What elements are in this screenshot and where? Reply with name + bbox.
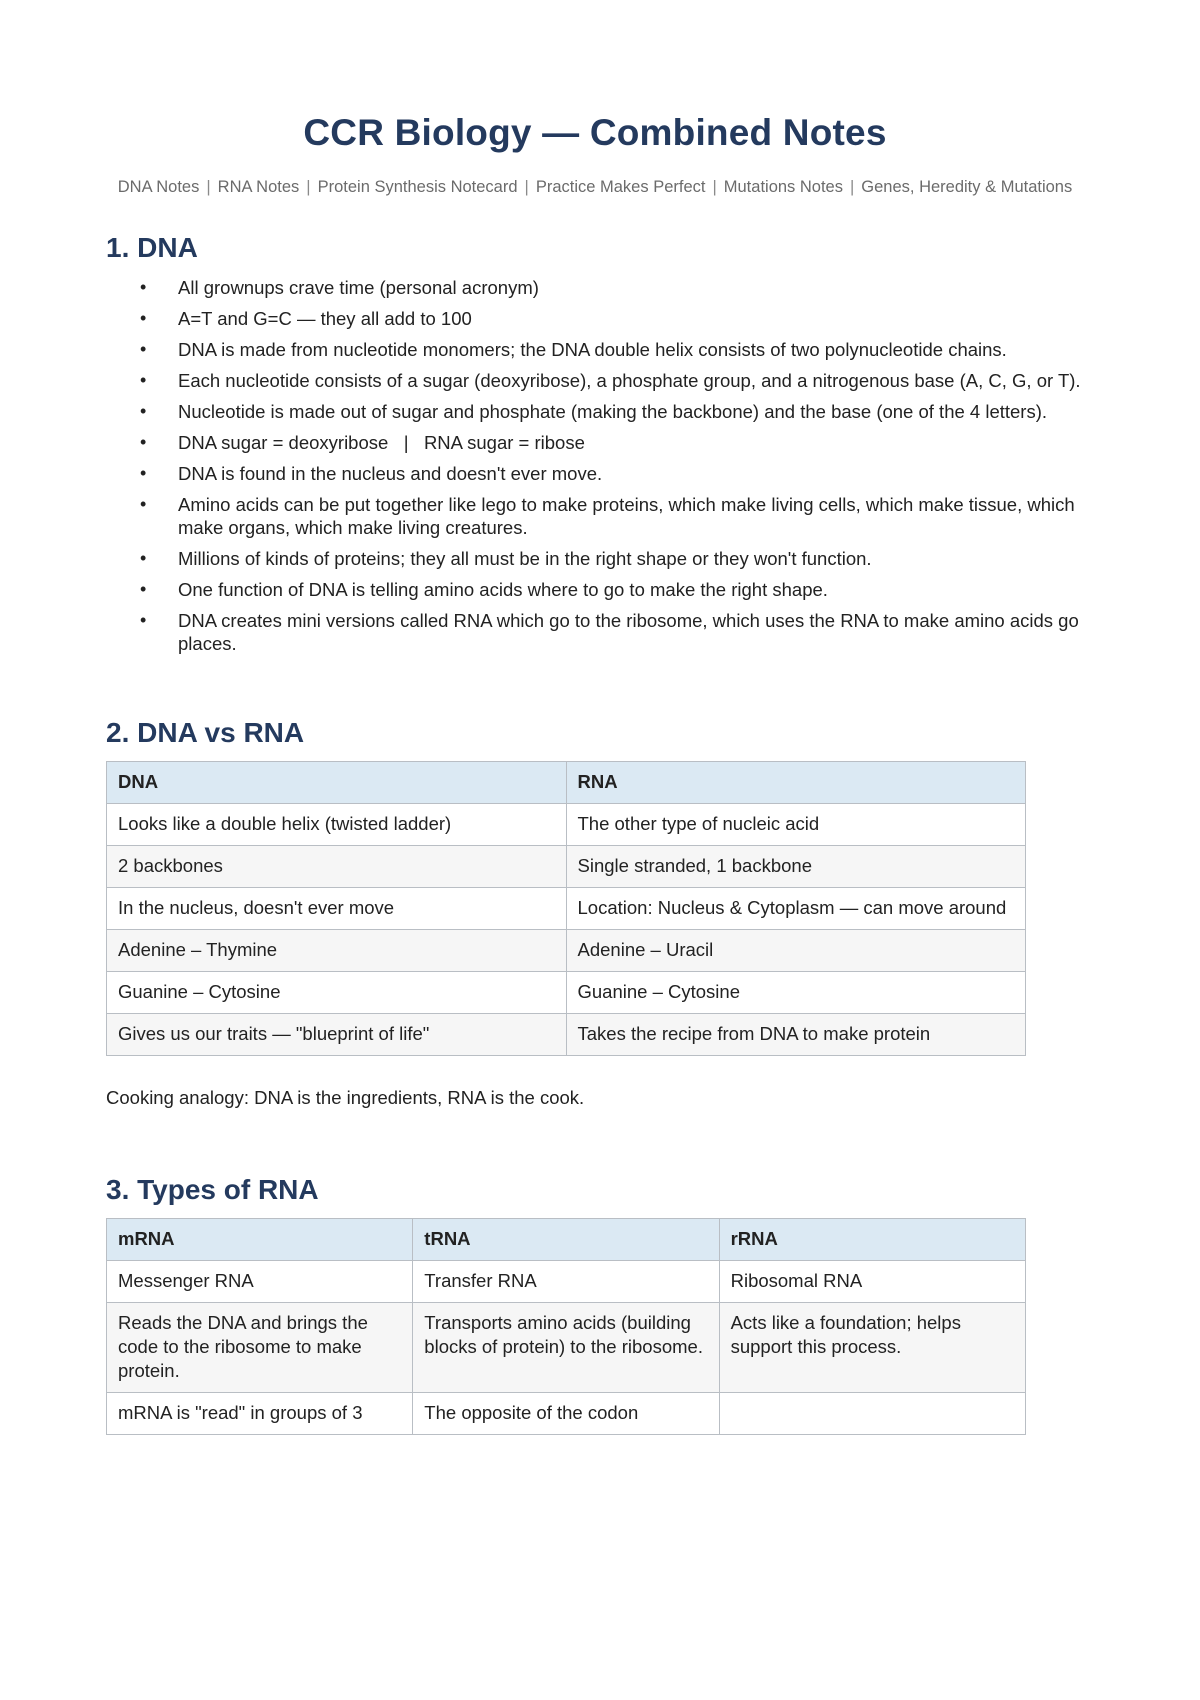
table-row (107, 1014, 1026, 1056)
table-row (107, 1393, 1026, 1435)
column-header-trna: tRNA (413, 1219, 719, 1261)
table-cell: mRNA is "read" in groups of 3 (107, 1393, 413, 1435)
nav-separator: | (524, 178, 529, 196)
nav-link-protein-synthesis[interactable]: Protein Synthesis Notecard (317, 178, 518, 196)
table-row (107, 804, 1026, 846)
section-types-of-rna (106, 1174, 1084, 1435)
section-heading-types-of-rna: 3. Types of RNA (106, 1174, 319, 1205)
table-cell: Looks like a double helix (twisted ladder) (107, 804, 567, 846)
table-cell: Adenine – Thymine (107, 930, 567, 972)
list-item: • Millions of kinds of proteins; they all must be in the right shape or they won't function. (140, 547, 1084, 570)
table-row (107, 846, 1026, 888)
page-title: CCR Biology — Combined Notes (303, 112, 887, 153)
column-header-rrna: rRNA (719, 1219, 1025, 1261)
list-item: • One function of DNA is telling amino acids where to go to make the right shape. (140, 578, 1084, 601)
column-header-mrna: mRNA (107, 1219, 413, 1261)
dna-vs-rna-table (106, 761, 1026, 1056)
list-item: • A=T and G=C — they all add to 100 (140, 307, 1084, 330)
list-item: • DNA creates mini versions called RNA which go to the ribosome, which uses the RNA to make amino acids go places. (140, 609, 1084, 655)
table-cell: In the nucleus, doesn't ever move (107, 888, 567, 930)
list-item: • All grownups crave time (personal acronym) (140, 276, 1084, 299)
table-cell: The opposite of the codon (413, 1393, 719, 1435)
table-cell (719, 1393, 1025, 1435)
column-header-rna: RNA (566, 762, 1026, 804)
table-cell: Acts like a foundation; helps support this process. (719, 1303, 1025, 1393)
nav-separator: | (206, 178, 211, 196)
nav-separator: | (850, 178, 855, 196)
nav-separator: | (306, 178, 311, 196)
nav-link-mutations[interactable]: Mutations Notes (723, 178, 843, 196)
section-heading-dna-vs-rna: 2. DNA vs RNA (106, 717, 305, 748)
section-dna (106, 232, 1084, 655)
table-cell: Transfer RNA (413, 1261, 719, 1303)
table-header-row (107, 762, 1026, 804)
table-row (107, 972, 1026, 1014)
list-item: • Each nucleotide consists of a sugar (deoxyribose), a phosphate group, and a nitrogenous base (A, C, G, or T). (140, 369, 1084, 392)
table-cell: Ribosomal RNA (719, 1261, 1025, 1303)
table-cell: Reads the DNA and brings the code to the ribosome to make protein. (107, 1303, 413, 1393)
table-row (107, 1303, 1026, 1393)
table-row (107, 1261, 1026, 1303)
table-cell: Single stranded, 1 backbone (566, 846, 1026, 888)
table-cell: Messenger RNA (107, 1261, 413, 1303)
section-navigation (106, 176, 1084, 198)
nav-separator: | (712, 178, 717, 196)
dna-bullet-list (106, 276, 1084, 655)
cooking-analogy-note: Cooking analogy: DNA is the ingredients, RNA is the cook. (106, 1087, 585, 1108)
list-item: • Amino acids can be put together like lego to make proteins, which make living cells, which make tissue, which make organs, which make living creatures. (140, 493, 1084, 539)
list-item: • DNA is found in the nucleus and doesn't ever move. (140, 462, 1084, 485)
table-cell: Gives us our traits — "blueprint of life" (107, 1014, 567, 1056)
column-header-dna: DNA (107, 762, 567, 804)
list-item: • Nucleotide is made out of sugar and phosphate (making the backbone) and the base (one of the 4 letters). (140, 400, 1084, 423)
table-cell: Guanine – Cytosine (566, 972, 1026, 1014)
list-item: • DNA is made from nucleotide monomers; the DNA double helix consists of two polynucleotide chains. (140, 338, 1084, 361)
table-cell: Guanine – Cytosine (107, 972, 567, 1014)
nav-link-rna-notes[interactable]: RNA Notes (217, 178, 300, 196)
table-header-row (107, 1219, 1026, 1261)
table-cell: Takes the recipe from DNA to make protein (566, 1014, 1026, 1056)
table-row (107, 930, 1026, 972)
table-cell: Transports amino acids (building blocks of protein) to the ribosome. (413, 1303, 719, 1393)
nav-link-practice[interactable]: Practice Makes Perfect (535, 178, 706, 196)
table-row (107, 888, 1026, 930)
table-cell: The other type of nucleic acid (566, 804, 1026, 846)
table-cell: Adenine – Uracil (566, 930, 1026, 972)
list-item: • DNA sugar = deoxyribose | RNA sugar = ribose (140, 431, 1084, 454)
section-heading-dna: 1. DNA (106, 232, 198, 263)
nav-link-genes-heredity[interactable]: Genes, Heredity & Mutations (861, 178, 1073, 196)
table-cell: 2 backbones (107, 846, 567, 888)
section-dna-vs-rna (106, 717, 1084, 1110)
nav-link-dna-notes[interactable]: DNA Notes (117, 178, 200, 196)
table-cell: Location: Nucleus & Cytoplasm — can move around (566, 888, 1026, 930)
types-of-rna-table (106, 1218, 1026, 1435)
